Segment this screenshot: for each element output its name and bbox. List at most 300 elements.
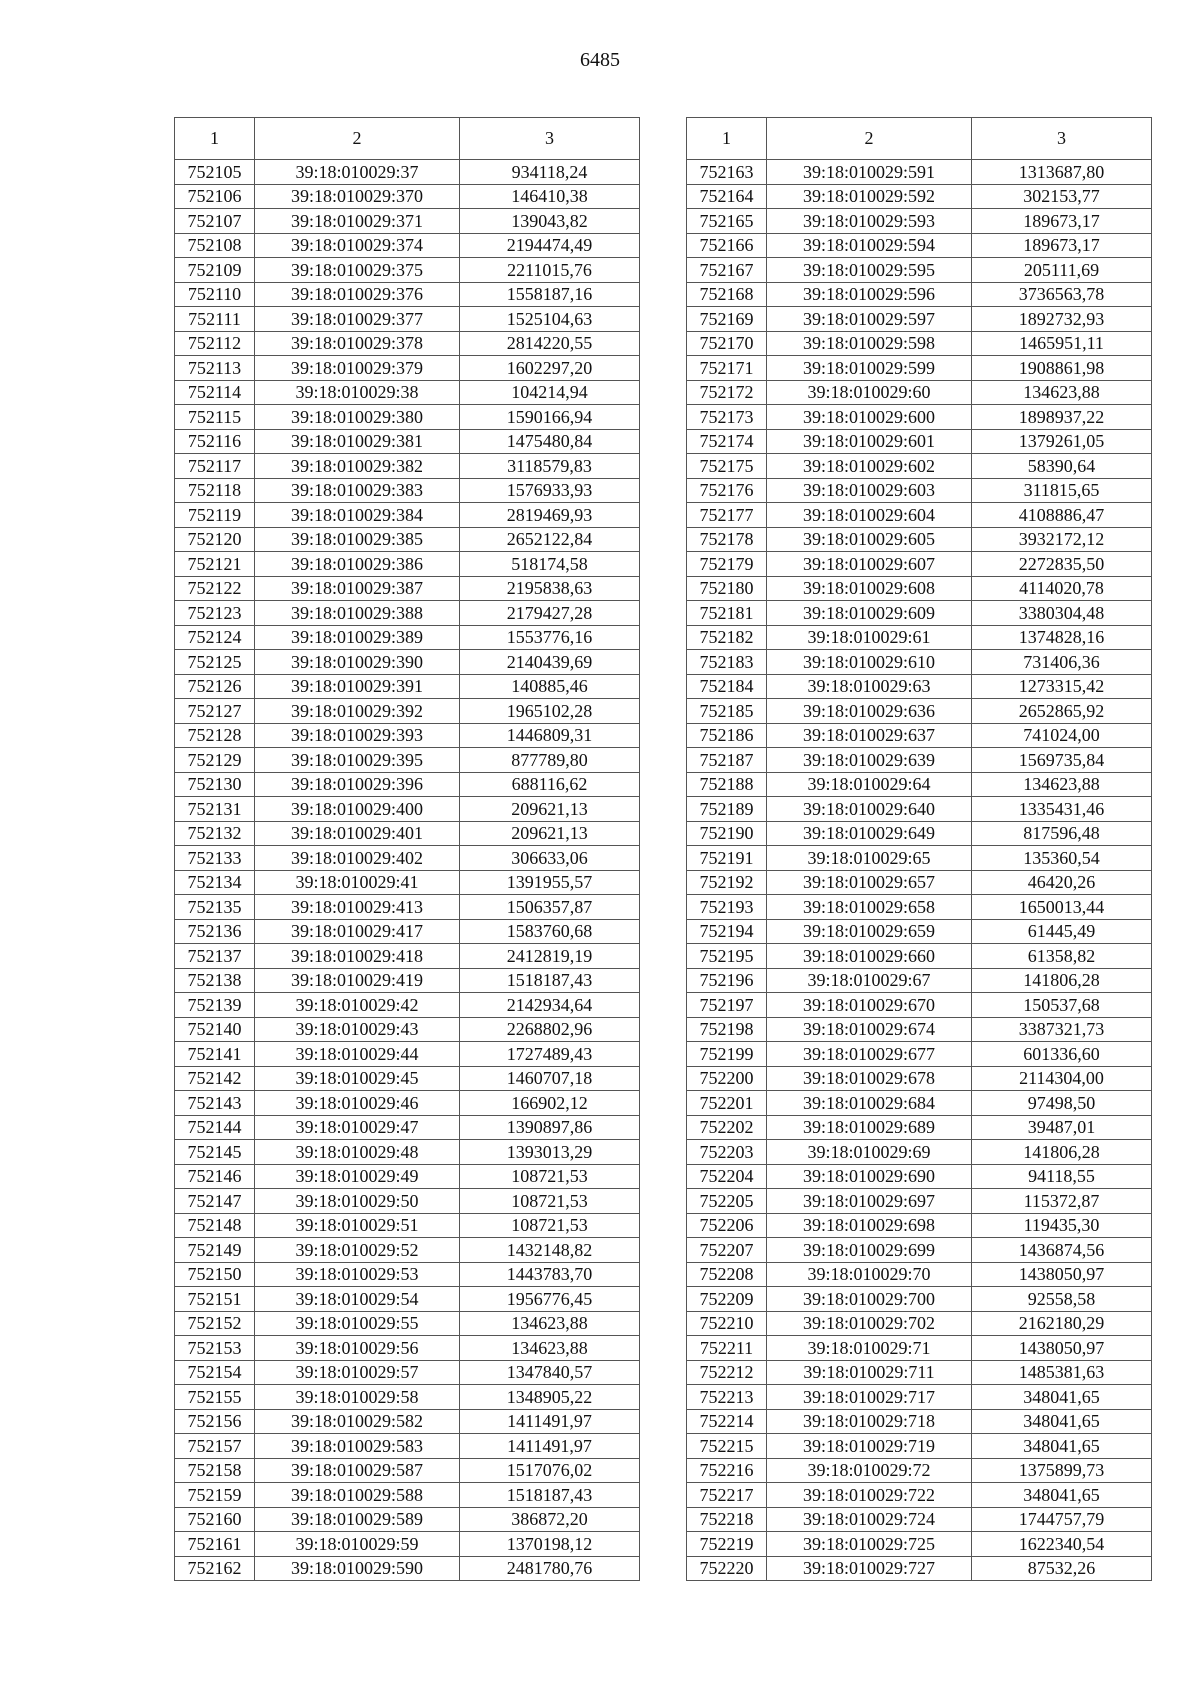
table-row <box>175 944 640 969</box>
table-row <box>175 1385 640 1410</box>
row-number-cell: 752113 <box>175 356 255 381</box>
row-number-cell: 752191 <box>687 846 767 871</box>
table-row <box>175 1311 640 1336</box>
cadastral-number-cell: 39:18:010029:600 <box>767 405 972 430</box>
table-row <box>175 1507 640 1532</box>
value-cell: 1525104,63 <box>460 307 640 332</box>
table-row <box>687 552 1152 577</box>
value-cell: 386872,20 <box>460 1507 640 1532</box>
row-number-cell: 752174 <box>687 429 767 454</box>
cadastral-number-cell: 39:18:010029:52 <box>255 1238 460 1263</box>
cadastral-number-cell: 39:18:010029:601 <box>767 429 972 454</box>
row-number-cell: 752216 <box>687 1458 767 1483</box>
row-number-cell: 752207 <box>687 1238 767 1263</box>
value-cell: 134623,88 <box>972 772 1152 797</box>
cadastral-number-cell: 39:18:010029:596 <box>767 282 972 307</box>
cadastral-number-cell: 39:18:010029:610 <box>767 650 972 675</box>
table-row <box>687 1091 1152 1116</box>
value-cell: 1446809,31 <box>460 723 640 748</box>
row-number-cell: 752184 <box>687 674 767 699</box>
cadastral-number-cell: 39:18:010029:689 <box>767 1115 972 1140</box>
row-number-cell: 752210 <box>687 1311 767 1336</box>
row-number-cell: 752185 <box>687 699 767 724</box>
cadastral-number-cell: 39:18:010029:591 <box>767 160 972 185</box>
cadastral-number-cell: 39:18:010029:717 <box>767 1385 972 1410</box>
cadastral-number-cell: 39:18:010029:660 <box>767 944 972 969</box>
row-number-cell: 752195 <box>687 944 767 969</box>
cadastral-number-cell: 39:18:010029:393 <box>255 723 460 748</box>
value-cell: 601336,60 <box>972 1042 1152 1067</box>
row-number-cell: 752155 <box>175 1385 255 1410</box>
value-cell: 1485381,63 <box>972 1360 1152 1385</box>
cadastral-number-cell: 39:18:010029:702 <box>767 1311 972 1336</box>
value-cell: 1908861,98 <box>972 356 1152 381</box>
table-row <box>175 1164 640 1189</box>
cadastral-number-cell: 39:18:010029:46 <box>255 1091 460 1116</box>
table-row <box>175 797 640 822</box>
cadastral-number-cell: 39:18:010029:594 <box>767 233 972 258</box>
value-cell: 518174,58 <box>460 552 640 577</box>
column-header-1: 1 <box>687 118 767 160</box>
table-row <box>687 650 1152 675</box>
row-number-cell: 752154 <box>175 1360 255 1385</box>
table-row <box>175 1091 640 1116</box>
row-number-cell: 752214 <box>687 1409 767 1434</box>
table-row <box>687 674 1152 699</box>
cadastral-number-cell: 39:18:010029:400 <box>255 797 460 822</box>
row-number-cell: 752165 <box>687 209 767 234</box>
table-row <box>175 968 640 993</box>
cadastral-number-cell: 39:18:010029:38 <box>255 380 460 405</box>
row-number-cell: 752114 <box>175 380 255 405</box>
cadastral-number-cell: 39:18:010029:395 <box>255 748 460 773</box>
value-cell: 817596,48 <box>972 821 1152 846</box>
row-number-cell: 752124 <box>175 625 255 650</box>
table-row <box>175 527 640 552</box>
value-cell: 205111,69 <box>972 258 1152 283</box>
value-cell: 1517076,02 <box>460 1458 640 1483</box>
row-number-cell: 752129 <box>175 748 255 773</box>
table-row <box>175 1434 640 1459</box>
cadastral-number-cell: 39:18:010029:37 <box>255 160 460 185</box>
cadastral-number-cell: 39:18:010029:657 <box>767 870 972 895</box>
value-cell: 1335431,46 <box>972 797 1152 822</box>
table-row <box>687 380 1152 405</box>
row-number-cell: 752215 <box>687 1434 767 1459</box>
table-row <box>175 1483 640 1508</box>
row-number-cell: 752203 <box>687 1140 767 1165</box>
value-cell: 61358,82 <box>972 944 1152 969</box>
value-cell: 2162180,29 <box>972 1311 1152 1336</box>
table-row <box>687 576 1152 601</box>
value-cell: 934118,24 <box>460 160 640 185</box>
column-header-3: 3 <box>460 118 640 160</box>
row-number-cell: 752119 <box>175 503 255 528</box>
table-row <box>687 1360 1152 1385</box>
cadastral-number-cell: 39:18:010029:589 <box>255 1507 460 1532</box>
cadastral-number-cell: 39:18:010029:63 <box>767 674 972 699</box>
row-number-cell: 752163 <box>687 160 767 185</box>
value-cell: 302153,77 <box>972 184 1152 209</box>
cadastral-number-cell: 39:18:010029:607 <box>767 552 972 577</box>
value-cell: 119435,30 <box>972 1213 1152 1238</box>
table-row <box>687 454 1152 479</box>
value-cell: 1622340,54 <box>972 1532 1152 1557</box>
value-cell: 92558,58 <box>972 1287 1152 1312</box>
table-row <box>175 625 640 650</box>
row-number-cell: 752220 <box>687 1556 767 1581</box>
value-cell: 1518187,43 <box>460 1483 640 1508</box>
value-cell: 1370198,12 <box>460 1532 640 1557</box>
cadastral-number-cell: 39:18:010029:72 <box>767 1458 972 1483</box>
row-number-cell: 752162 <box>175 1556 255 1581</box>
table-row <box>687 797 1152 822</box>
cadastral-number-cell: 39:18:010029:724 <box>767 1507 972 1532</box>
row-number-cell: 752157 <box>175 1434 255 1459</box>
row-number-cell: 752132 <box>175 821 255 846</box>
table-row <box>687 1434 1152 1459</box>
row-number-cell: 752166 <box>687 233 767 258</box>
value-cell: 1744757,79 <box>972 1507 1152 1532</box>
table-row <box>687 478 1152 503</box>
table-row <box>175 1458 640 1483</box>
table-row <box>687 1507 1152 1532</box>
value-cell: 1438050,97 <box>972 1262 1152 1287</box>
cadastral-number-cell: 39:18:010029:639 <box>767 748 972 773</box>
row-number-cell: 752193 <box>687 895 767 920</box>
cadastral-number-cell: 39:18:010029:55 <box>255 1311 460 1336</box>
value-cell: 1374828,16 <box>972 625 1152 650</box>
cadastral-number-cell: 39:18:010029:697 <box>767 1189 972 1214</box>
table-row <box>687 1385 1152 1410</box>
cadastral-number-cell: 39:18:010029:396 <box>255 772 460 797</box>
cadastral-number-cell: 39:18:010029:370 <box>255 184 460 209</box>
row-number-cell: 752111 <box>175 307 255 332</box>
value-cell: 134623,88 <box>460 1311 640 1336</box>
value-cell: 39487,01 <box>972 1115 1152 1140</box>
value-cell: 4108886,47 <box>972 503 1152 528</box>
table-row <box>175 650 640 675</box>
value-cell: 2652122,84 <box>460 527 640 552</box>
row-number-cell: 752142 <box>175 1066 255 1091</box>
table-row <box>687 1042 1152 1067</box>
row-number-cell: 752136 <box>175 919 255 944</box>
table-row <box>175 1213 640 1238</box>
row-number-cell: 752146 <box>175 1164 255 1189</box>
table-row <box>175 356 640 381</box>
cadastral-number-cell: 39:18:010029:381 <box>255 429 460 454</box>
row-number-cell: 752199 <box>687 1042 767 1067</box>
value-cell: 189673,17 <box>972 233 1152 258</box>
value-cell: 1432148,82 <box>460 1238 640 1263</box>
table-row <box>687 1262 1152 1287</box>
value-cell: 141806,28 <box>972 968 1152 993</box>
value-cell: 1393013,29 <box>460 1140 640 1165</box>
table-row <box>687 1287 1152 1312</box>
row-number-cell: 752140 <box>175 1017 255 1042</box>
cadastral-number-cell: 39:18:010029:378 <box>255 331 460 356</box>
row-number-cell: 752160 <box>175 1507 255 1532</box>
row-number-cell: 752150 <box>175 1262 255 1287</box>
row-number-cell: 752208 <box>687 1262 767 1287</box>
value-cell: 1898937,22 <box>972 405 1152 430</box>
column-header-2: 2 <box>767 118 972 160</box>
table-row <box>687 846 1152 871</box>
cadastral-number-cell: 39:18:010029:582 <box>255 1409 460 1434</box>
value-cell: 688116,62 <box>460 772 640 797</box>
cadastral-number-cell: 39:18:010029:608 <box>767 576 972 601</box>
column-header-1: 1 <box>175 118 255 160</box>
row-number-cell: 752156 <box>175 1409 255 1434</box>
table-row <box>687 1336 1152 1361</box>
cadastral-number-cell: 39:18:010029:605 <box>767 527 972 552</box>
value-cell: 1650013,44 <box>972 895 1152 920</box>
value-cell: 139043,82 <box>460 209 640 234</box>
cadastral-number-cell: 39:18:010029:56 <box>255 1336 460 1361</box>
table-row <box>687 699 1152 724</box>
table-row <box>175 233 640 258</box>
value-cell: 348041,65 <box>972 1385 1152 1410</box>
cadastral-number-cell: 39:18:010029:48 <box>255 1140 460 1165</box>
row-number-cell: 752194 <box>687 919 767 944</box>
row-number-cell: 752180 <box>687 576 767 601</box>
cadastral-number-cell: 39:18:010029:401 <box>255 821 460 846</box>
row-number-cell: 752153 <box>175 1336 255 1361</box>
cadastral-number-cell: 39:18:010029:53 <box>255 1262 460 1287</box>
row-number-cell: 752206 <box>687 1213 767 1238</box>
table-row <box>175 1140 640 1165</box>
cadastral-number-cell: 39:18:010029:386 <box>255 552 460 577</box>
row-number-cell: 752179 <box>687 552 767 577</box>
cadastral-number-cell: 39:18:010029:597 <box>767 307 972 332</box>
row-number-cell: 752123 <box>175 601 255 626</box>
cadastral-number-cell: 39:18:010029:383 <box>255 478 460 503</box>
table-row <box>687 1189 1152 1214</box>
table-row <box>687 331 1152 356</box>
table-row <box>687 1238 1152 1263</box>
value-cell: 1965102,28 <box>460 699 640 724</box>
row-number-cell: 752173 <box>687 405 767 430</box>
value-cell: 311815,65 <box>972 478 1152 503</box>
row-number-cell: 752151 <box>175 1287 255 1312</box>
row-number-cell: 752145 <box>175 1140 255 1165</box>
cadastral-number-cell: 39:18:010029:603 <box>767 478 972 503</box>
value-cell: 348041,65 <box>972 1434 1152 1459</box>
cadastral-number-cell: 39:18:010029:595 <box>767 258 972 283</box>
cadastral-number-cell: 39:18:010029:42 <box>255 993 460 1018</box>
row-number-cell: 752189 <box>687 797 767 822</box>
cadastral-number-cell: 39:18:010029:413 <box>255 895 460 920</box>
table-row <box>175 1287 640 1312</box>
cadastral-number-cell: 39:18:010029:392 <box>255 699 460 724</box>
page-number: 6485 <box>580 49 620 71</box>
value-cell: 1956776,45 <box>460 1287 640 1312</box>
row-number-cell: 752120 <box>175 527 255 552</box>
table-row <box>175 184 640 209</box>
row-number-cell: 752204 <box>687 1164 767 1189</box>
row-number-cell: 752217 <box>687 1483 767 1508</box>
table-row <box>175 772 640 797</box>
row-number-cell: 752187 <box>687 748 767 773</box>
value-cell: 3387321,73 <box>972 1017 1152 1042</box>
value-cell: 3118579,83 <box>460 454 640 479</box>
value-cell: 4114020,78 <box>972 576 1152 601</box>
cadastral-number-cell: 39:18:010029:387 <box>255 576 460 601</box>
row-number-cell: 752158 <box>175 1458 255 1483</box>
value-cell: 348041,65 <box>972 1409 1152 1434</box>
row-number-cell: 752197 <box>687 993 767 1018</box>
cadastral-number-cell: 39:18:010029:640 <box>767 797 972 822</box>
table-row <box>175 1238 640 1263</box>
row-number-cell: 752182 <box>687 625 767 650</box>
table-row <box>687 184 1152 209</box>
table-row <box>687 625 1152 650</box>
cadastral-number-cell: 39:18:010029:54 <box>255 1287 460 1312</box>
table-row <box>687 209 1152 234</box>
table-row <box>175 821 640 846</box>
value-cell: 1506357,87 <box>460 895 640 920</box>
row-number-cell: 752127 <box>175 699 255 724</box>
row-number-cell: 752177 <box>687 503 767 528</box>
cadastral-number-cell: 39:18:010029:590 <box>255 1556 460 1581</box>
table-row <box>687 1066 1152 1091</box>
row-number-cell: 752149 <box>175 1238 255 1263</box>
table-row <box>175 282 640 307</box>
value-cell: 2142934,64 <box>460 993 640 1018</box>
cadastral-number-cell: 39:18:010029:50 <box>255 1189 460 1214</box>
cadastral-number-cell: 39:18:010029:593 <box>767 209 972 234</box>
row-number-cell: 752112 <box>175 331 255 356</box>
value-cell: 2481780,76 <box>460 1556 640 1581</box>
cadastral-number-cell: 39:18:010029:51 <box>255 1213 460 1238</box>
row-number-cell: 752106 <box>175 184 255 209</box>
table-row <box>687 748 1152 773</box>
cadastral-number-cell: 39:18:010029:698 <box>767 1213 972 1238</box>
cadastral-number-cell: 39:18:010029:718 <box>767 1409 972 1434</box>
cadastral-number-cell: 39:18:010029:60 <box>767 380 972 405</box>
value-cell: 166902,12 <box>460 1091 640 1116</box>
table-row <box>175 331 640 356</box>
cadastral-number-cell: 39:18:010029:402 <box>255 846 460 871</box>
value-cell: 108721,53 <box>460 1164 640 1189</box>
cadastral-number-cell: 39:18:010029:699 <box>767 1238 972 1263</box>
row-number-cell: 752172 <box>687 380 767 405</box>
cadastral-number-cell: 39:18:010029:70 <box>767 1262 972 1287</box>
row-number-cell: 752125 <box>175 650 255 675</box>
table-row <box>175 454 640 479</box>
table-row <box>687 895 1152 920</box>
row-number-cell: 752109 <box>175 258 255 283</box>
row-number-cell: 752209 <box>687 1287 767 1312</box>
row-number-cell: 752205 <box>687 1189 767 1214</box>
row-number-cell: 752138 <box>175 968 255 993</box>
cadastral-number-cell: 39:18:010029:65 <box>767 846 972 871</box>
value-cell: 2268802,96 <box>460 1017 640 1042</box>
row-number-cell: 752115 <box>175 405 255 430</box>
value-cell: 1569735,84 <box>972 748 1152 773</box>
cadastral-number-cell: 39:18:010029:609 <box>767 601 972 626</box>
value-cell: 1390897,86 <box>460 1115 640 1140</box>
table-row <box>175 1409 640 1434</box>
value-cell: 61445,49 <box>972 919 1152 944</box>
cadastral-number-cell: 39:18:010029:67 <box>767 968 972 993</box>
cadastral-number-cell: 39:18:010029:588 <box>255 1483 460 1508</box>
cadastral-number-cell: 39:18:010029:384 <box>255 503 460 528</box>
cadastral-number-cell: 39:18:010029:637 <box>767 723 972 748</box>
value-cell: 1411491,97 <box>460 1409 640 1434</box>
value-cell: 1391955,57 <box>460 870 640 895</box>
table-row <box>175 307 640 332</box>
value-cell: 1436874,56 <box>972 1238 1152 1263</box>
table-row <box>687 1532 1152 1557</box>
table-row <box>687 1213 1152 1238</box>
row-number-cell: 752110 <box>175 282 255 307</box>
cadastral-number-cell: 39:18:010029:725 <box>767 1532 972 1557</box>
table-row <box>687 1409 1152 1434</box>
value-cell: 87532,26 <box>972 1556 1152 1581</box>
row-number-cell: 752175 <box>687 454 767 479</box>
value-cell: 1553776,16 <box>460 625 640 650</box>
value-cell: 1375899,73 <box>972 1458 1152 1483</box>
row-number-cell: 752201 <box>687 1091 767 1116</box>
cadastral-number-cell: 39:18:010029:41 <box>255 870 460 895</box>
cadastral-number-cell: 39:18:010029:45 <box>255 1066 460 1091</box>
table-row <box>175 160 640 185</box>
value-cell: 306633,06 <box>460 846 640 871</box>
value-cell: 1727489,43 <box>460 1042 640 1067</box>
value-cell: 134623,88 <box>972 380 1152 405</box>
table-row <box>687 429 1152 454</box>
row-number-cell: 752144 <box>175 1115 255 1140</box>
value-cell: 2652865,92 <box>972 699 1152 724</box>
row-number-cell: 752141 <box>175 1042 255 1067</box>
table-row <box>175 258 640 283</box>
table-row <box>687 1311 1152 1336</box>
cadastral-number-cell: 39:18:010029:374 <box>255 233 460 258</box>
right-table-body <box>687 160 1152 1581</box>
value-cell: 348041,65 <box>972 1483 1152 1508</box>
row-number-cell: 752130 <box>175 772 255 797</box>
value-cell: 2179427,28 <box>460 601 640 626</box>
table-row <box>687 1140 1152 1165</box>
row-number-cell: 752116 <box>175 429 255 454</box>
row-number-cell: 752181 <box>687 601 767 626</box>
cadastral-number-cell: 39:18:010029:376 <box>255 282 460 307</box>
row-number-cell: 752167 <box>687 258 767 283</box>
table-row <box>175 1017 640 1042</box>
row-number-cell: 752108 <box>175 233 255 258</box>
table-row <box>687 527 1152 552</box>
cadastral-number-cell: 39:18:010029:722 <box>767 1483 972 1508</box>
cadastral-number-cell: 39:18:010029:670 <box>767 993 972 1018</box>
cadastral-number-cell: 39:18:010029:57 <box>255 1360 460 1385</box>
row-number-cell: 752107 <box>175 209 255 234</box>
right-table <box>686 117 1152 1581</box>
cadastral-number-cell: 39:18:010029:61 <box>767 625 972 650</box>
value-cell: 135360,54 <box>972 846 1152 871</box>
table-row <box>687 993 1152 1018</box>
cadastral-number-cell: 39:18:010029:379 <box>255 356 460 381</box>
value-cell: 1892732,93 <box>972 307 1152 332</box>
cadastral-number-cell: 39:18:010029:700 <box>767 1287 972 1312</box>
cadastral-number-cell: 39:18:010029:659 <box>767 919 972 944</box>
cadastral-number-cell: 39:18:010029:604 <box>767 503 972 528</box>
value-cell: 1348905,22 <box>460 1385 640 1410</box>
cadastral-number-cell: 39:18:010029:649 <box>767 821 972 846</box>
value-cell: 209621,13 <box>460 821 640 846</box>
cadastral-number-cell: 39:18:010029:636 <box>767 699 972 724</box>
value-cell: 741024,00 <box>972 723 1152 748</box>
